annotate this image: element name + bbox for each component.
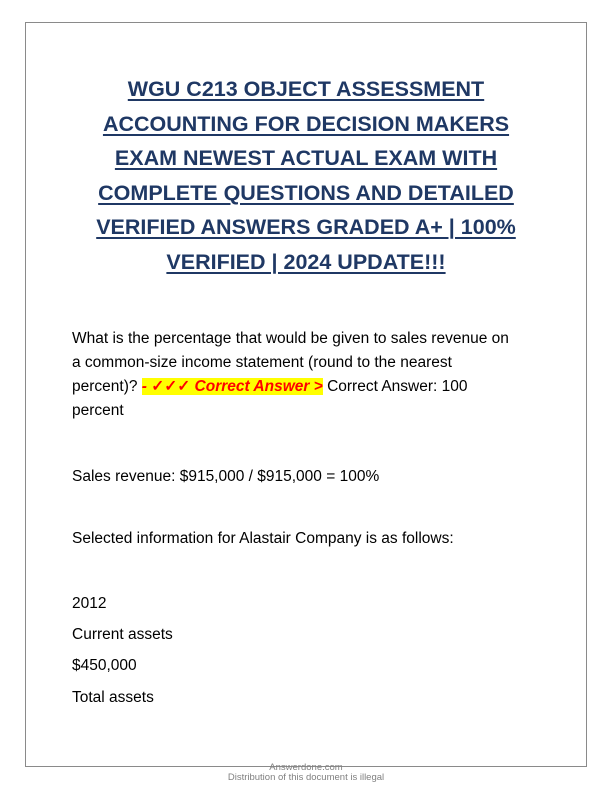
current-assets-value: $450,000 (72, 657, 137, 674)
title-line-2: ACCOUNTING FOR DECISION MAKERS (102, 111, 510, 136)
total-assets-label: Total assets (72, 689, 154, 706)
question-line-3 (72, 375, 552, 399)
question-line-1: What is the percentage that would be given to sales revenue on (72, 330, 509, 347)
answer-text: Correct Answer: 100 (322, 378, 468, 395)
footer-site: Answerdone.com (269, 762, 343, 773)
title-line-6: VERIFIED | 2024 UPDATE!!! (166, 249, 446, 274)
title-line-5: VERIFIED ANSWERS GRADED A+ | 100% (96, 215, 516, 239)
year-text: 2012 (72, 595, 107, 612)
question-line-3-prefix: percent)? (72, 378, 142, 395)
title-line-3: EXAM NEWEST ACTUAL EXAM WITH (114, 146, 498, 170)
current-assets-label: Current assets (72, 626, 173, 643)
sales-revenue-text: Sales revenue: $915,000 / $915,000 = 100% (72, 468, 380, 485)
selected-info-text: Selected information for Alastair Company is as follows: (72, 530, 454, 547)
footer-notice: Distribution of this document is illegal (227, 772, 385, 783)
answer-line-2: percent (72, 402, 124, 419)
question-block (72, 327, 552, 423)
title-line-4: COMPLETE QUESTIONS AND DETAILED (98, 180, 514, 205)
marker-dash: - (141, 378, 152, 395)
document-title (60, 72, 552, 279)
marker-label: Correct Answer > (194, 378, 323, 395)
correct-answer-marker (142, 378, 323, 395)
checkmarks-icon: ✓✓✓ (151, 378, 191, 395)
title-line-1: WGU C213 OBJECT ASSESSMENT (127, 77, 485, 101)
question-line-2: a common-size income statement (round to the nearest (72, 354, 452, 371)
